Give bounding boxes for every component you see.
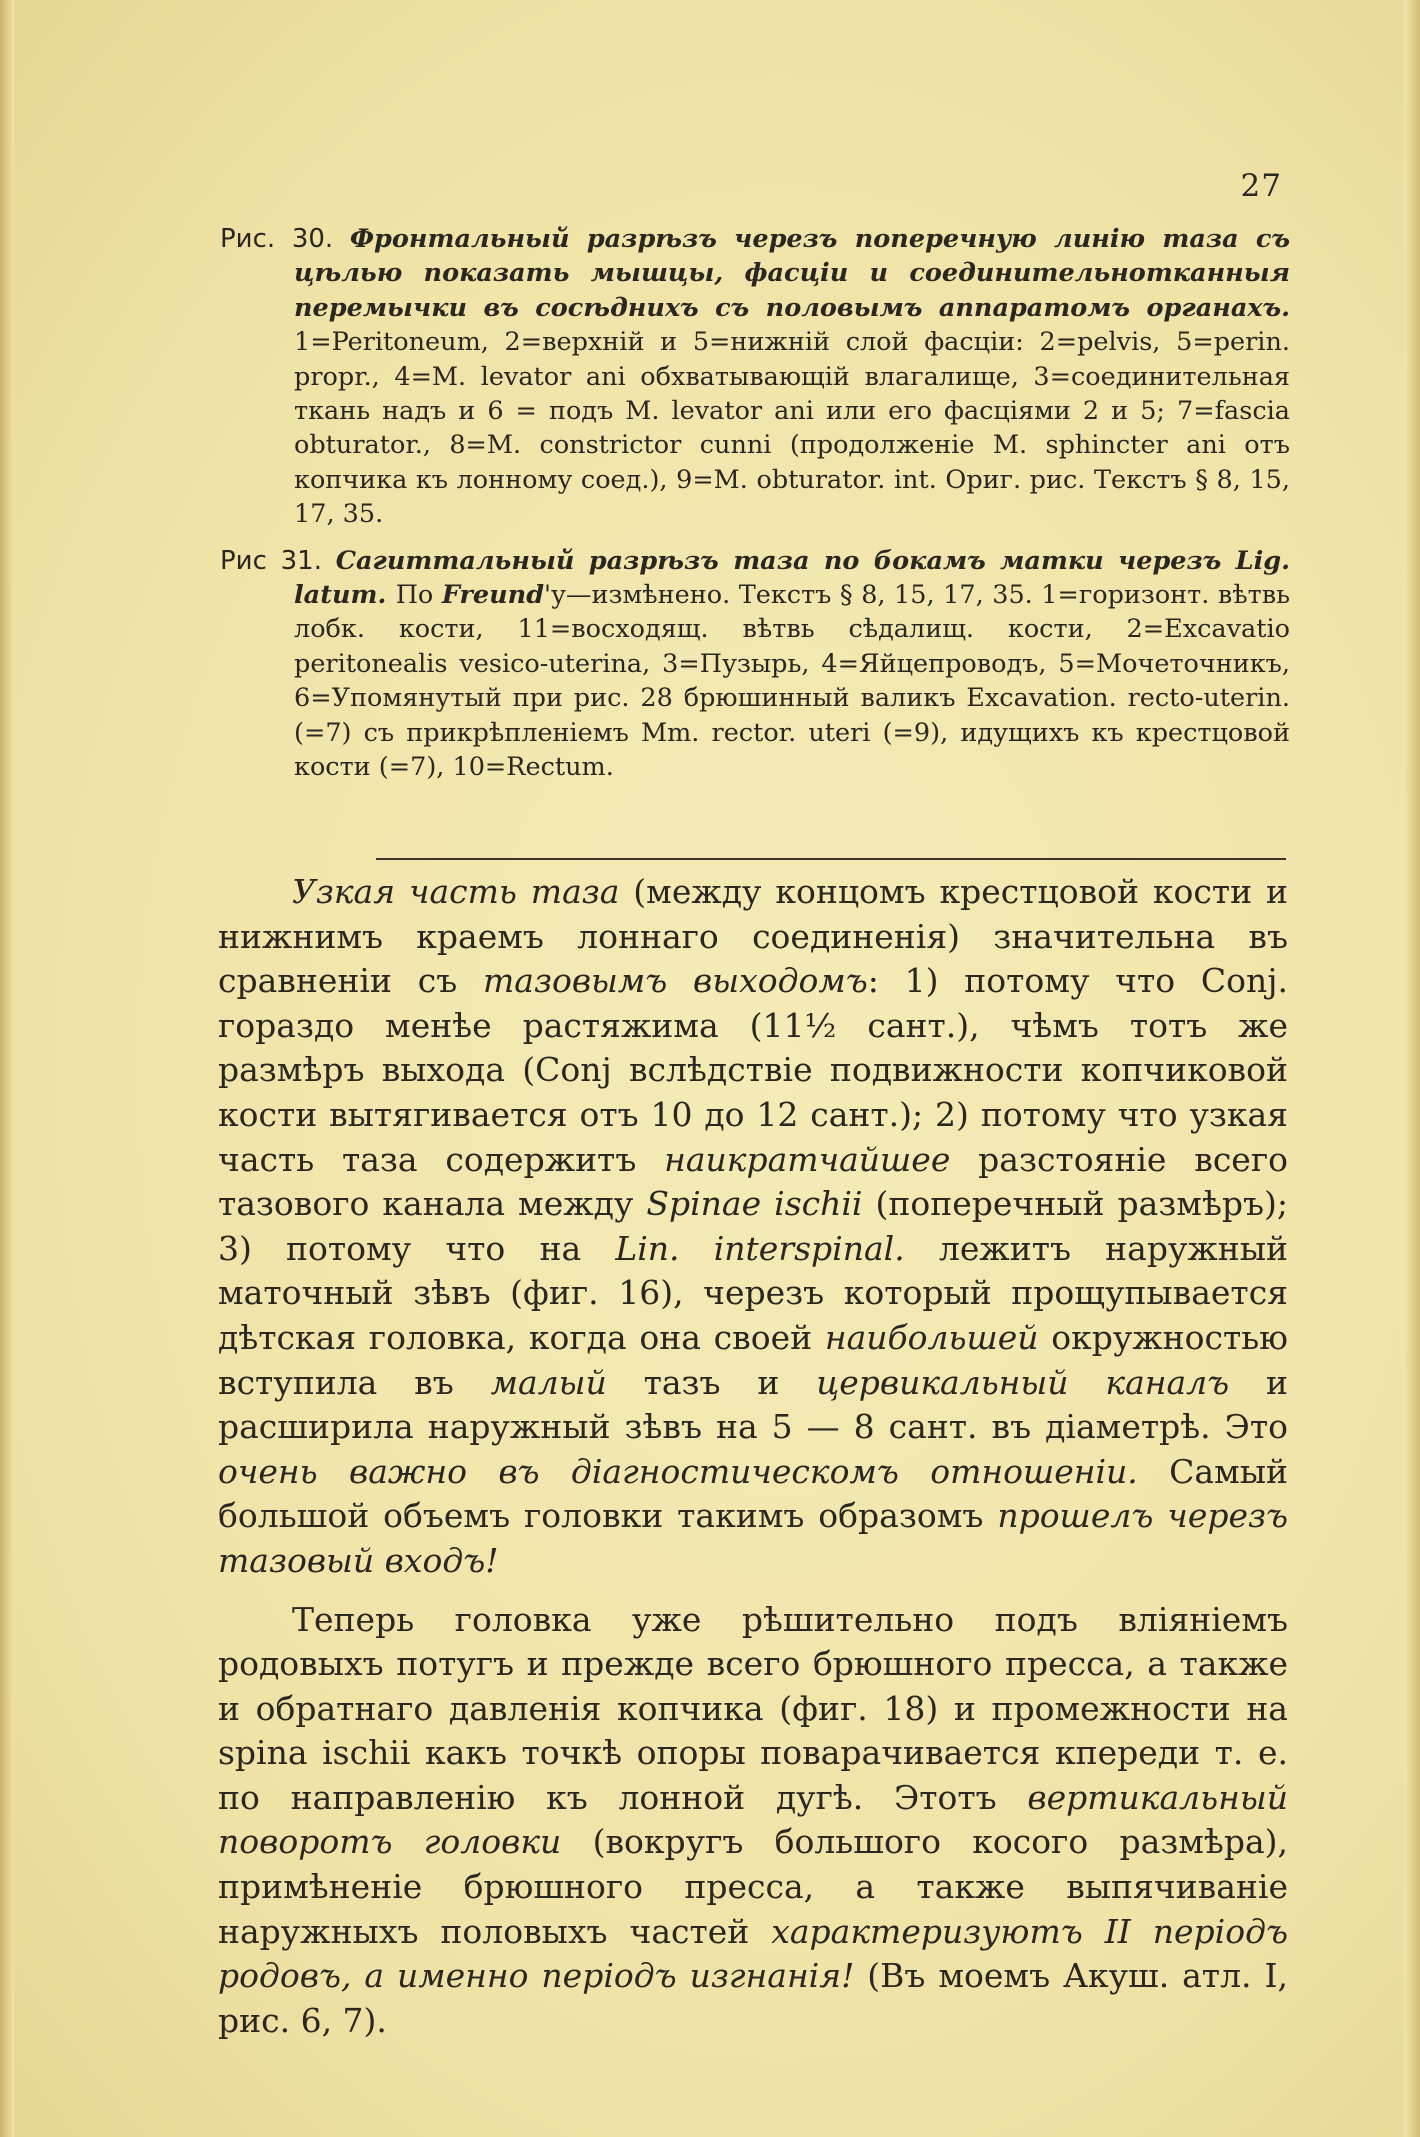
page-left-edge	[0, 0, 14, 2137]
caption-label: Рис 31.	[220, 545, 336, 576]
page-number: 27	[1240, 168, 1282, 204]
caption-label: Рис. 30.	[220, 224, 350, 254]
caption-title: Фронтальный разрѣзъ черезъ поперечную линію таза съ цѣлью показать мышцы, фасціи и соединительнотканныя перемычки въ сосѣднихъ съ половымъ аппаратомъ органахъ.	[294, 224, 1290, 323]
text-run: Теперь головка уже рѣшительно подъ вліяніемъ родовыхъ потугъ и прежде всего брюшного пресса, а также и обратнаго давленія копчика (фиг. 18) и промежности на spina ischii какъ точкѣ опоры поварачивается кпереди т. е. по направленію къ лонной дугѣ. Этотъ	[218, 1599, 1288, 1817]
text-run: разстояніе всего тазового канала между	[218, 1139, 1288, 1224]
emphasis: прошелъ черезъ тазовый входъ!	[218, 1496, 1288, 1580]
caption-divider	[376, 858, 1286, 860]
emphasis: Узкая часть таза	[292, 872, 620, 911]
caption-author: Freund	[441, 580, 545, 611]
caption-figure-31	[220, 544, 1290, 785]
emphasis: наикратчайшее	[664, 1139, 951, 1179]
text-run: Самый большой объемъ головки такимъ образомъ	[218, 1451, 1289, 1536]
caption-body: 'у—измѣнено. Текстъ § 8, 15, 17, 35. 1=горизонт. вѣтвь лобк. кости, 11=восходящ. вѣтвь сѣдалищ. кости, 2=Excavatio peritonealis vesico-uterina, 3=Пузырь, 4=Яйцепроводъ, 5=Мочеточникъ, 6=Упомянутый при рис. 28 брюшинный валикъ Excavation. recto-uterin. (=7) съ прикрѣпленіемъ Mm. rector. uteri (=9), идущихъ къ крестцовой кости (=7), 10=Rectum.	[294, 580, 1290, 783]
emphasis: наибольшей	[824, 1317, 1039, 1357]
paragraph	[218, 1598, 1288, 2044]
emphasis: Spinae ischii	[646, 1184, 863, 1224]
emphasis: вертикальный поворотъ головки	[218, 1777, 1288, 1862]
text-run: (между концомъ крестцовой кости и нижнимъ краемъ лоннаго соединенія) значительна въ сравненіи съ	[218, 872, 1288, 1001]
emphasis: очень важно въ діагностическомъ отношеніи.	[218, 1451, 1138, 1491]
text-run: окружностью вступила въ	[218, 1317, 1288, 1402]
paragraph	[218, 870, 1288, 1584]
caption-figure-30	[220, 222, 1290, 532]
text-run: тазъ и	[606, 1362, 817, 1402]
text-run: лежитъ наружный маточный зѣвъ (фиг. 16), черезъ который прощупывается дѣтская головка, когда она своей	[218, 1228, 1289, 1357]
text-run: (поперечный размѣръ); 3) потому что на	[218, 1184, 1288, 1268]
caption-title: Сагиттальный разрѣзъ таза по бокамъ матки черезъ Lig. latum.	[294, 545, 1290, 611]
figure-captions	[220, 222, 1290, 785]
emphasis: тазовымъ выходомъ	[482, 961, 868, 1001]
emphasis: характеризуютъ II періодъ родовъ, а именно періодъ изгнанія!	[218, 1911, 1288, 1996]
emphasis: малый	[490, 1362, 607, 1402]
text-run: : 1) потому что Conj. гораздо менѣе растяжима (11½ сант.), чѣмъ тотъ же размѣръ выхода (Conj вслѣдствіе подвижности копчиковой кости вытягивается отъ 10 до 12 сант.); 2) потому что узкая часть таза содержитъ	[218, 961, 1288, 1179]
emphasis: Lin. interspinal.	[615, 1228, 905, 1268]
emphasis: цервикальный каналъ	[816, 1362, 1230, 1402]
caption-author-prefix: По	[395, 580, 442, 611]
text-run: (Въ моемъ Акуш. атл. I, рис. 6, 7).	[218, 1956, 1288, 2040]
text-run: и расширила наружный зѣвъ на 5 — 8 сант. въ діаметрѣ. Это	[218, 1362, 1289, 1447]
caption-body: 1=Peritoneum, 2=верхній и 5=нижній слой фасціи: 2=pelvis, 5=perin. propr., 4=M. levator ani обхватывающій влагалище, 3=соединительная ткань надъ и 6 = подъ M. levator ani или его фасціями 2 и 5; 7=fascia obturator., 8=M. constrictor cunni (продолженіе M. sphincter ani отъ копчика къ лонному соед.), 9=M. obturator. int. Ориг. рис. Текстъ § 8, 15, 17, 35.	[294, 327, 1290, 530]
main-text	[218, 870, 1288, 2043]
text-run: (вокругъ большого косого размѣра), примѣненіе брюшного пресса, а также выпячиваніе наружныхъ половыхъ частей	[218, 1822, 1288, 1951]
page-right-edge	[1404, 0, 1420, 2137]
